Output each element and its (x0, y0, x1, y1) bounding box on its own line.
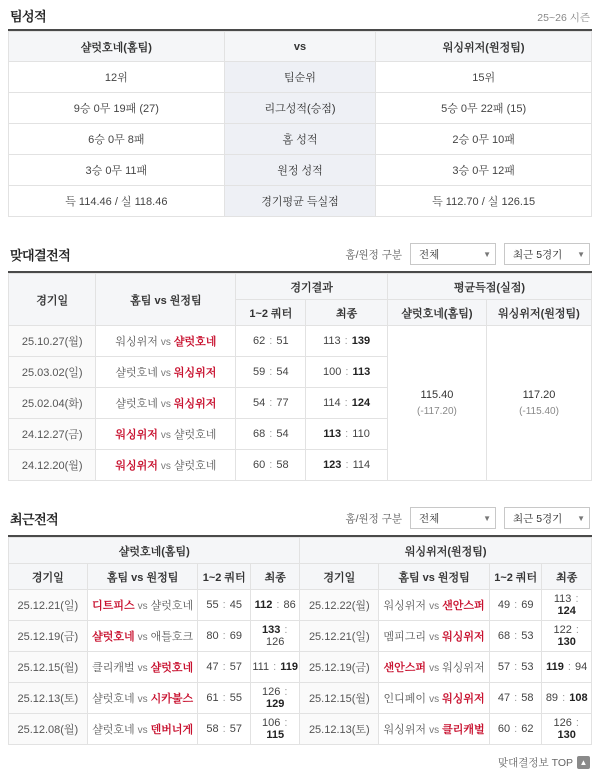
score-left: 68 (497, 630, 511, 642)
match-teams (87, 621, 198, 652)
score-separator: : (572, 593, 579, 605)
group-away-team: 워싱위저(원정팀) (300, 538, 592, 564)
quarter-score (236, 357, 306, 388)
home-team-name: 워싱위저 (115, 429, 158, 441)
table-header-row (9, 32, 592, 62)
home-team-name: 워싱위저 (115, 460, 158, 472)
match-teams (379, 652, 490, 683)
match-teams (87, 683, 198, 714)
score-right: 126 (266, 636, 285, 648)
col-result: 경기결과 (236, 274, 388, 300)
away-team-name: 샬럿호네 (173, 429, 217, 441)
match-date: 25.12.15(월) (300, 683, 379, 714)
home-team-name: 샬럿호네 (115, 398, 158, 410)
stat-label: 리그성적(승점) (224, 93, 376, 124)
vs-label: vs (429, 632, 440, 643)
score-right: 94 (575, 661, 588, 673)
quarter-score (236, 419, 306, 450)
score-right: 62 (521, 723, 534, 735)
match-date: 25.12.22(월) (300, 590, 379, 621)
score-left: 123 (323, 459, 342, 471)
match-date: 24.12.27(금) (9, 419, 96, 450)
table-row (9, 186, 592, 217)
match-date: 25.12.13(토) (300, 714, 379, 745)
match-date: 25.12.15(월) (9, 652, 88, 683)
score-left: 60 (252, 459, 266, 471)
stat-away-value: 3승 0무 12패 (376, 155, 592, 186)
score-separator: : (572, 624, 579, 636)
home-team-name: 워싱위저 (383, 600, 427, 612)
home-team-name: 워싱위저 (115, 336, 158, 348)
final-score (306, 450, 388, 481)
stat-label: 경기평균 득실점 (224, 186, 376, 217)
home-team-name: 샬럿호네 (92, 631, 135, 643)
table-row (9, 621, 592, 652)
table-row (9, 62, 592, 93)
chevron-down-icon: ▼ (483, 513, 491, 523)
score-right: 113 (352, 366, 371, 378)
score-left: 59 (252, 366, 266, 378)
home-team-name: 클리캐벌 (92, 662, 135, 674)
score-left: 122 (553, 624, 572, 636)
col-quarter-home: 1~2 쿼터 (198, 564, 250, 590)
final-score (542, 652, 592, 683)
quarter-score (236, 326, 306, 357)
score-separator: : (511, 661, 521, 673)
final-score (250, 714, 300, 745)
stat-away-value: 5승 0무 22패 (15) (376, 93, 592, 124)
match-teams (87, 590, 198, 621)
score-left: 54 (252, 397, 266, 409)
away-team-name: 워싱위저 (442, 631, 485, 643)
score-separator: : (511, 723, 521, 735)
table-row (9, 652, 592, 683)
score-separator: : (341, 397, 351, 409)
table-row (9, 124, 592, 155)
col-match-home: 홈팀 vs 원정팀 (87, 564, 198, 590)
score-right: 54 (276, 428, 289, 440)
vs-label: vs (429, 694, 440, 705)
col-final-away: 최종 (542, 564, 592, 590)
score-left: 80 (206, 630, 219, 642)
score-right: 55 (229, 692, 243, 704)
score-separator: : (219, 661, 229, 673)
stat-label: 홈 성적 (224, 124, 376, 155)
col-vs: vs (224, 32, 376, 62)
score-right: 130 (557, 636, 576, 648)
chevron-down-icon: ▼ (483, 249, 491, 259)
home-team-name: 샬럿호네 (92, 724, 135, 736)
score-right: 77 (276, 397, 289, 409)
match-teams (379, 714, 490, 745)
score-separator: : (281, 686, 288, 698)
recent-filter-select[interactable] (410, 507, 496, 529)
final-score (250, 590, 300, 621)
vs-label: vs (137, 632, 148, 643)
match-teams (379, 621, 490, 652)
vs-label: vs (429, 663, 440, 674)
score-right: 124 (557, 605, 576, 617)
score-separator: : (266, 397, 276, 409)
table-row (9, 93, 592, 124)
score-left: 47 (497, 692, 511, 704)
quarter-score (489, 621, 541, 652)
score-right: 69 (229, 630, 243, 642)
score-right: 139 (351, 335, 371, 347)
away-team-name: 애틀호크 (150, 631, 194, 643)
score-right: 129 (266, 698, 285, 710)
score-left: 100 (322, 366, 342, 378)
score-left: 113 (323, 428, 342, 440)
quarter-score (198, 683, 250, 714)
col-match: 홈팀 vs 원정팀 (96, 274, 236, 326)
recent-controls (345, 507, 590, 529)
match-teams (96, 326, 236, 357)
chevron-down-icon: ▼ (577, 513, 585, 523)
away-team-name: 시카불스 (150, 693, 194, 705)
match-date: 25.02.04(화) (9, 388, 96, 419)
score-separator: : (511, 630, 521, 642)
match-date: 25.12.19(금) (300, 652, 379, 683)
score-separator: : (273, 599, 283, 611)
away-team-name: 덴버너게 (150, 724, 194, 736)
score-left: 49 (497, 599, 511, 611)
recent-title: 최근전적 (10, 511, 59, 527)
quarter-score (236, 388, 306, 419)
final-score (306, 326, 388, 357)
score-left: 106 (261, 717, 281, 729)
score-right: 86 (283, 599, 296, 611)
score-separator: : (341, 335, 351, 347)
score-left: 133 (261, 624, 281, 636)
score-separator: : (266, 459, 276, 471)
h2h-range-select[interactable] (504, 243, 590, 265)
team-stats-title: 팀성적 (10, 9, 47, 24)
away-team-name: 샬럿호네 (173, 460, 217, 472)
table-row (9, 714, 592, 745)
col-date-away: 경기일 (300, 564, 379, 590)
score-separator: : (572, 717, 579, 729)
home-team-name: 샬럿호네 (92, 693, 135, 705)
home-team-name: 인디페이 (383, 693, 427, 705)
avg-away-value: 117.20 (522, 389, 556, 402)
stat-home-value: 12위 (9, 62, 225, 93)
score-left: 119 (546, 661, 564, 673)
score-left: 114 (323, 397, 341, 409)
match-teams (379, 590, 490, 621)
away-team-name: 샬럿호네 (150, 662, 194, 674)
score-separator: : (559, 692, 569, 704)
back-to-top-label: 맞대결정보 TOP (497, 757, 573, 769)
score-left: 126 (261, 686, 281, 698)
score-separator: : (270, 661, 280, 673)
vs-label: vs (160, 399, 171, 410)
final-score (306, 357, 388, 388)
home-team-name: 샌안스퍼 (383, 662, 427, 674)
match-date: 25.12.13(토) (9, 683, 88, 714)
score-left: 89 (545, 692, 559, 704)
vs-label: vs (429, 601, 440, 612)
match-date: 25.12.08(월) (9, 714, 88, 745)
arrow-up-icon: ▲ (577, 756, 590, 769)
score-right: 114 (352, 459, 371, 471)
score-right: 57 (229, 723, 243, 735)
recent-form-table (8, 537, 592, 745)
quarter-score (489, 652, 541, 683)
recent-filter-value: 전체 (419, 512, 440, 525)
vs-label: vs (137, 663, 148, 674)
quarter-score (198, 621, 250, 652)
col-match-away: 홈팀 vs 원정팀 (379, 564, 490, 590)
head-to-head-table (8, 273, 592, 481)
match-date: 25.12.19(금) (9, 621, 88, 652)
score-left: 58 (206, 723, 219, 735)
score-left: 112 (254, 599, 273, 611)
stat-home-value: 득 114.46 / 실 118.46 (9, 186, 225, 217)
score-separator: : (219, 599, 229, 611)
avg-away (487, 326, 592, 481)
avg-away-sub: (-115.40) (519, 405, 559, 417)
score-left: 60 (497, 723, 511, 735)
col-final: 최종 (306, 300, 388, 326)
score-right: 124 (351, 397, 371, 409)
quarter-score (198, 652, 250, 683)
table-header-row (9, 274, 592, 300)
score-left: 55 (206, 599, 219, 611)
score-right: 110 (352, 428, 370, 440)
col-quarter: 1~2 쿼터 (236, 300, 306, 326)
recent-header (8, 503, 592, 537)
quarter-score (198, 590, 250, 621)
score-right: 58 (276, 459, 289, 471)
away-team-name: 샬럿호네 (150, 600, 194, 612)
away-team-name: 샬럿호네 (173, 336, 217, 348)
match-date: 25.12.21(일) (300, 621, 379, 652)
score-separator: : (342, 366, 352, 378)
score-separator: : (266, 335, 276, 347)
score-left: 62 (252, 335, 266, 347)
back-to-top[interactable] (498, 755, 590, 770)
final-score (542, 590, 592, 621)
h2h-filter-select[interactable] (410, 243, 496, 265)
score-separator: : (511, 599, 521, 611)
score-right: 53 (521, 630, 534, 642)
final-score (542, 714, 592, 745)
stat-home-value: 3승 0무 11패 (9, 155, 225, 186)
score-separator: : (219, 723, 229, 735)
final-score (306, 388, 388, 419)
score-separator: : (564, 661, 575, 673)
final-score (250, 652, 300, 683)
final-score (306, 419, 388, 450)
score-left: 68 (252, 428, 266, 440)
stat-away-value: 2승 0무 10패 (376, 124, 592, 155)
match-teams (96, 357, 236, 388)
quarter-score (489, 683, 541, 714)
table-row (9, 155, 592, 186)
recent-range-select[interactable] (504, 507, 590, 529)
score-separator: : (266, 366, 276, 378)
table-row (9, 326, 592, 357)
score-right: 119 (280, 661, 299, 673)
score-right: 53 (521, 661, 534, 673)
stat-label: 팀순위 (224, 62, 376, 93)
table-row (9, 683, 592, 714)
h2h-filter-label: 홈/원정 구분 (345, 248, 402, 261)
home-team-name: 샬럿호네 (115, 367, 158, 379)
team-stats-header (8, 0, 592, 31)
col-avg-away: 워싱위저(원정팀) (487, 300, 592, 326)
chevron-down-icon: ▼ (577, 249, 585, 259)
quarter-score (236, 450, 306, 481)
season-label: 25~26 시즌 (537, 12, 590, 24)
col-date: 경기일 (9, 274, 96, 326)
group-home-team: 샬럿호네(홈팀) (9, 538, 300, 564)
score-left: 57 (497, 661, 511, 673)
match-date: 25.12.21(일) (9, 590, 88, 621)
vs-label: vs (137, 725, 148, 736)
quarter-score (198, 714, 250, 745)
vs-label: vs (429, 725, 440, 736)
stat-home-value: 6승 0무 8패 (9, 124, 225, 155)
score-right: 54 (276, 366, 289, 378)
match-date: 25.10.27(월) (9, 326, 96, 357)
col-date-home: 경기일 (9, 564, 88, 590)
recent-filter-label: 홈/원정 구분 (345, 512, 402, 525)
score-left: 126 (553, 717, 572, 729)
head-to-head-header (8, 239, 592, 273)
score-right: 51 (276, 335, 289, 347)
score-right: 130 (557, 729, 576, 741)
away-team-name: 워싱위저 (442, 662, 485, 674)
score-left: 47 (206, 661, 219, 673)
team-stats-table (8, 31, 592, 217)
score-left: 113 (553, 593, 572, 605)
score-separator: : (281, 717, 288, 729)
table-row (9, 590, 592, 621)
match-date: 24.12.20(월) (9, 450, 96, 481)
score-right: 69 (521, 599, 534, 611)
recent-range-value: 최근 5경기 (513, 512, 563, 525)
final-score (250, 683, 300, 714)
score-right: 57 (229, 661, 243, 673)
final-score (542, 683, 592, 714)
away-team-name: 워싱위저 (442, 693, 485, 705)
home-team-name: 디트피스 (92, 600, 135, 612)
score-separator: : (342, 459, 352, 471)
score-left: 61 (206, 692, 219, 704)
col-avg-home: 샬럿호네(홈팀) (387, 300, 486, 326)
score-left: 113 (323, 335, 341, 347)
final-score (250, 621, 300, 652)
score-separator: : (219, 630, 229, 642)
away-team-name: 워싱위저 (173, 398, 217, 410)
score-right: 58 (521, 692, 534, 704)
match-teams (96, 450, 236, 481)
quarter-score (489, 714, 541, 745)
table-group-row (9, 538, 592, 564)
stat-away-value: 15위 (376, 62, 592, 93)
table-header-row (9, 564, 592, 590)
avg-home-value: 115.40 (420, 389, 454, 402)
score-right: 45 (229, 599, 243, 611)
score-separator: : (281, 624, 288, 636)
score-separator: : (266, 428, 276, 440)
col-home-team: 샬럿호네(홈팀) (9, 32, 225, 62)
col-quarter-away: 1~2 쿼터 (489, 564, 541, 590)
h2h-range-value: 최근 5경기 (513, 248, 563, 261)
score-right: 108 (569, 692, 588, 704)
match-teams (87, 714, 198, 745)
stat-away-value: 득 112.70 / 실 126.15 (376, 186, 592, 217)
match-teams (96, 419, 236, 450)
match-date: 25.03.02(일) (9, 357, 96, 388)
vs-label: vs (160, 430, 171, 441)
avg-home (387, 326, 486, 481)
vs-label: vs (137, 601, 148, 612)
vs-label: vs (160, 368, 171, 379)
score-separator: : (342, 428, 352, 440)
score-separator: : (219, 692, 229, 704)
score-right: 115 (266, 729, 285, 741)
quarter-score (489, 590, 541, 621)
col-final-home: 최종 (250, 564, 300, 590)
score-separator: : (511, 692, 521, 704)
match-teams (87, 652, 198, 683)
stat-label: 원정 성적 (224, 155, 376, 186)
home-team-name: 멤피그리 (383, 631, 427, 643)
away-team-name: 클리캐벌 (442, 724, 485, 736)
avg-home-sub: (-117.20) (417, 405, 457, 417)
h2h-filter-value: 전체 (419, 248, 440, 261)
vs-label: vs (160, 461, 171, 472)
head-to-head-title: 맞대결전적 (10, 247, 71, 263)
away-team-name: 워싱위저 (173, 367, 217, 379)
score-left: 111 (252, 661, 270, 673)
away-team-name: 샌안스퍼 (442, 600, 485, 612)
col-average: 평균득점(실점) (387, 274, 591, 300)
col-away-team: 워싱위저(원정팀) (376, 32, 592, 62)
home-team-name: 워싱위저 (383, 724, 427, 736)
match-teams (379, 683, 490, 714)
vs-label: vs (160, 337, 171, 348)
final-score (542, 621, 592, 652)
match-teams (96, 388, 236, 419)
head-to-head-controls (345, 243, 590, 265)
vs-label: vs (137, 694, 148, 705)
stat-home-value: 9승 0무 19패 (27) (9, 93, 225, 124)
